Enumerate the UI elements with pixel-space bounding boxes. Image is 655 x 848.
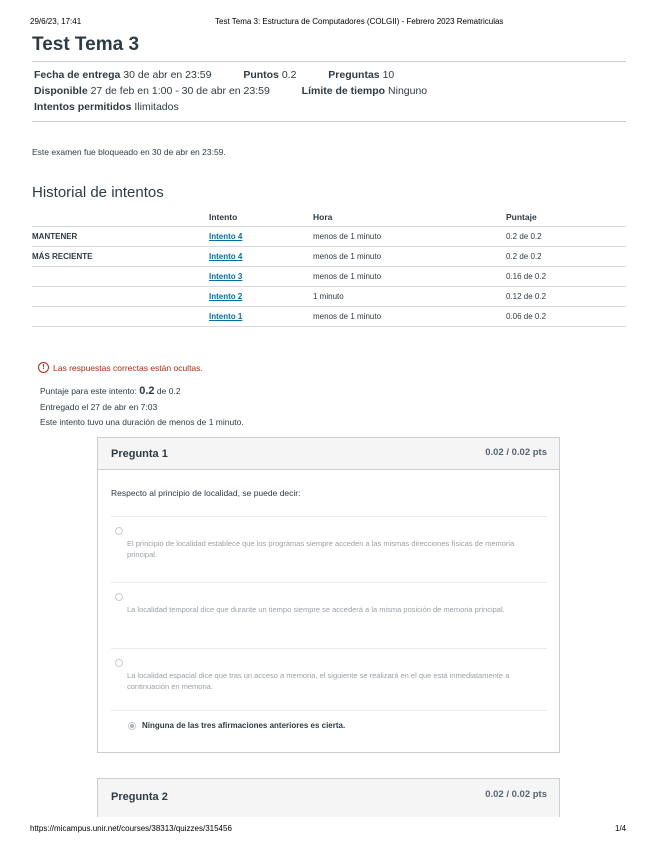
answer-text: La localidad temporal dice que durante un tiempo siempre se accederá a la misma posición de memoria principal. (127, 605, 505, 614)
answer-text: El principio de localidad establece que los programas siempre acceden a las mismas direcciones físicas de memoria principal. (127, 539, 515, 559)
table-row (32, 227, 626, 247)
answer-option[interactable] (111, 648, 547, 711)
time-limit-value: Ninguno (388, 85, 428, 97)
attempt-time: menos de 1 minuto (313, 267, 506, 287)
question-text: Respecto al principio de localidad, se puede decir: (111, 488, 301, 498)
score-prefix: Puntaje para este intento: (40, 386, 137, 396)
attempt-score: 0.16 de 0.2 (506, 267, 626, 287)
question-title: Pregunta 2 (111, 791, 168, 803)
attempt-score-line (40, 385, 181, 397)
radio-icon[interactable] (115, 659, 123, 667)
score-suffix: de 0.2 (156, 386, 181, 396)
attempt-link[interactable]: Intento 4 (209, 252, 243, 261)
footer-url: https://micampus.unir.net/courses/38313/quizzes/315456 (30, 824, 232, 833)
submitted-text: Entregado el 27 de abr en 7:03 (40, 402, 158, 412)
attempt-time: menos de 1 minuto (313, 227, 506, 247)
history-title: Historial de intentos (32, 184, 164, 201)
row-label: MANTENER (32, 227, 209, 247)
question-1-card (97, 437, 560, 753)
attempt-time: menos de 1 minuto (313, 307, 506, 327)
divider (32, 61, 626, 62)
answer-option[interactable] (111, 516, 547, 583)
radio-selected-icon[interactable] (128, 722, 136, 730)
answer-text: Ninguna de las tres afirmaciones anteriores es cierta. (142, 721, 346, 730)
divider (32, 121, 626, 122)
quiz-meta-row-2 (34, 85, 427, 97)
attempt-history-table (32, 208, 626, 327)
footer-page-number: 1/4 (615, 824, 627, 833)
questions-label: Preguntas (328, 69, 380, 81)
duration-text: Este intento tuvo una duración de menos de 1 minuto. (40, 417, 244, 427)
row-label (32, 267, 209, 287)
available-value: 27 de feb en 1:00 - 30 de abr en 23:59 (90, 85, 270, 97)
hidden-answers-notice (38, 362, 203, 373)
quiz-meta-row-1 (34, 69, 394, 81)
question-header (98, 779, 559, 817)
warning-icon: ! (38, 362, 49, 373)
due-value: 30 de abr en 23:59 (123, 69, 212, 81)
radio-icon[interactable] (115, 527, 123, 535)
attempt-time: menos de 1 minuto (313, 247, 506, 267)
table-row (32, 247, 626, 267)
available-label: Disponible (34, 85, 88, 97)
column-header (32, 208, 209, 227)
points-label: Puntos (243, 69, 279, 81)
due-label: Fecha de entrega (34, 69, 121, 81)
points-value: 0.2 (281, 69, 297, 81)
row-label (32, 287, 209, 307)
attempt-score: 0.2 de 0.2 (506, 247, 626, 267)
row-label: MÁS RECIENTE (32, 247, 209, 267)
attempts-label: Intentos permitidos (34, 101, 132, 113)
row-label (32, 307, 209, 327)
questions-value: 10 (382, 69, 395, 81)
attempt-link[interactable]: Intento 2 (209, 292, 243, 301)
attempt-score: 0.12 de 0.2 (506, 287, 626, 307)
question-title: Pregunta 1 (111, 448, 168, 460)
column-header-score: Puntaje (506, 212, 537, 222)
attempt-link[interactable]: Intento 4 (209, 232, 243, 241)
table-row (32, 287, 626, 307)
print-title: Test Tema 3: Estructura de Computadores (COLGII) - Febrero 2023 Rematriculas (215, 17, 504, 26)
question-2-card (97, 778, 560, 817)
attempt-link[interactable]: Intento 3 (209, 272, 243, 281)
answer-option-selected[interactable] (111, 710, 547, 741)
quiz-meta-row-3 (34, 101, 179, 113)
table-row (32, 267, 626, 287)
hidden-answers-text: Las respuestas correctas están ocultas. (53, 362, 203, 373)
radio-icon[interactable] (115, 593, 123, 601)
attempt-time: 1 minuto (313, 287, 506, 307)
answer-text: La localidad espacial dice que tras un acceso a memoria, el siguiente se realizará en el que está inmediatamente a continuación en memoria. (127, 671, 510, 691)
question-points: 0.02 / 0.02 pts (485, 789, 547, 800)
answer-option[interactable] (111, 582, 547, 649)
column-header-attempt: Intento (209, 212, 238, 222)
table-header-row (32, 208, 626, 227)
attempt-link[interactable]: Intento 1 (209, 312, 243, 321)
score-value: 0.2 (139, 385, 155, 397)
attempt-score: 0.06 de 0.2 (506, 307, 626, 327)
question-header (98, 438, 559, 470)
table-row (32, 307, 626, 327)
question-points: 0.02 / 0.02 pts (485, 447, 547, 458)
attempts-value: Ilimitados (134, 101, 179, 113)
column-header-time: Hora (313, 212, 333, 222)
time-limit-label: Límite de tiempo (301, 85, 386, 97)
locked-message: Este examen fue bloqueado en 30 de abr en 23:59. (32, 147, 226, 157)
page-title: Test Tema 3 (32, 34, 140, 55)
attempt-score: 0.2 de 0.2 (506, 227, 626, 247)
print-date: 29/6/23, 17:41 (30, 17, 82, 26)
